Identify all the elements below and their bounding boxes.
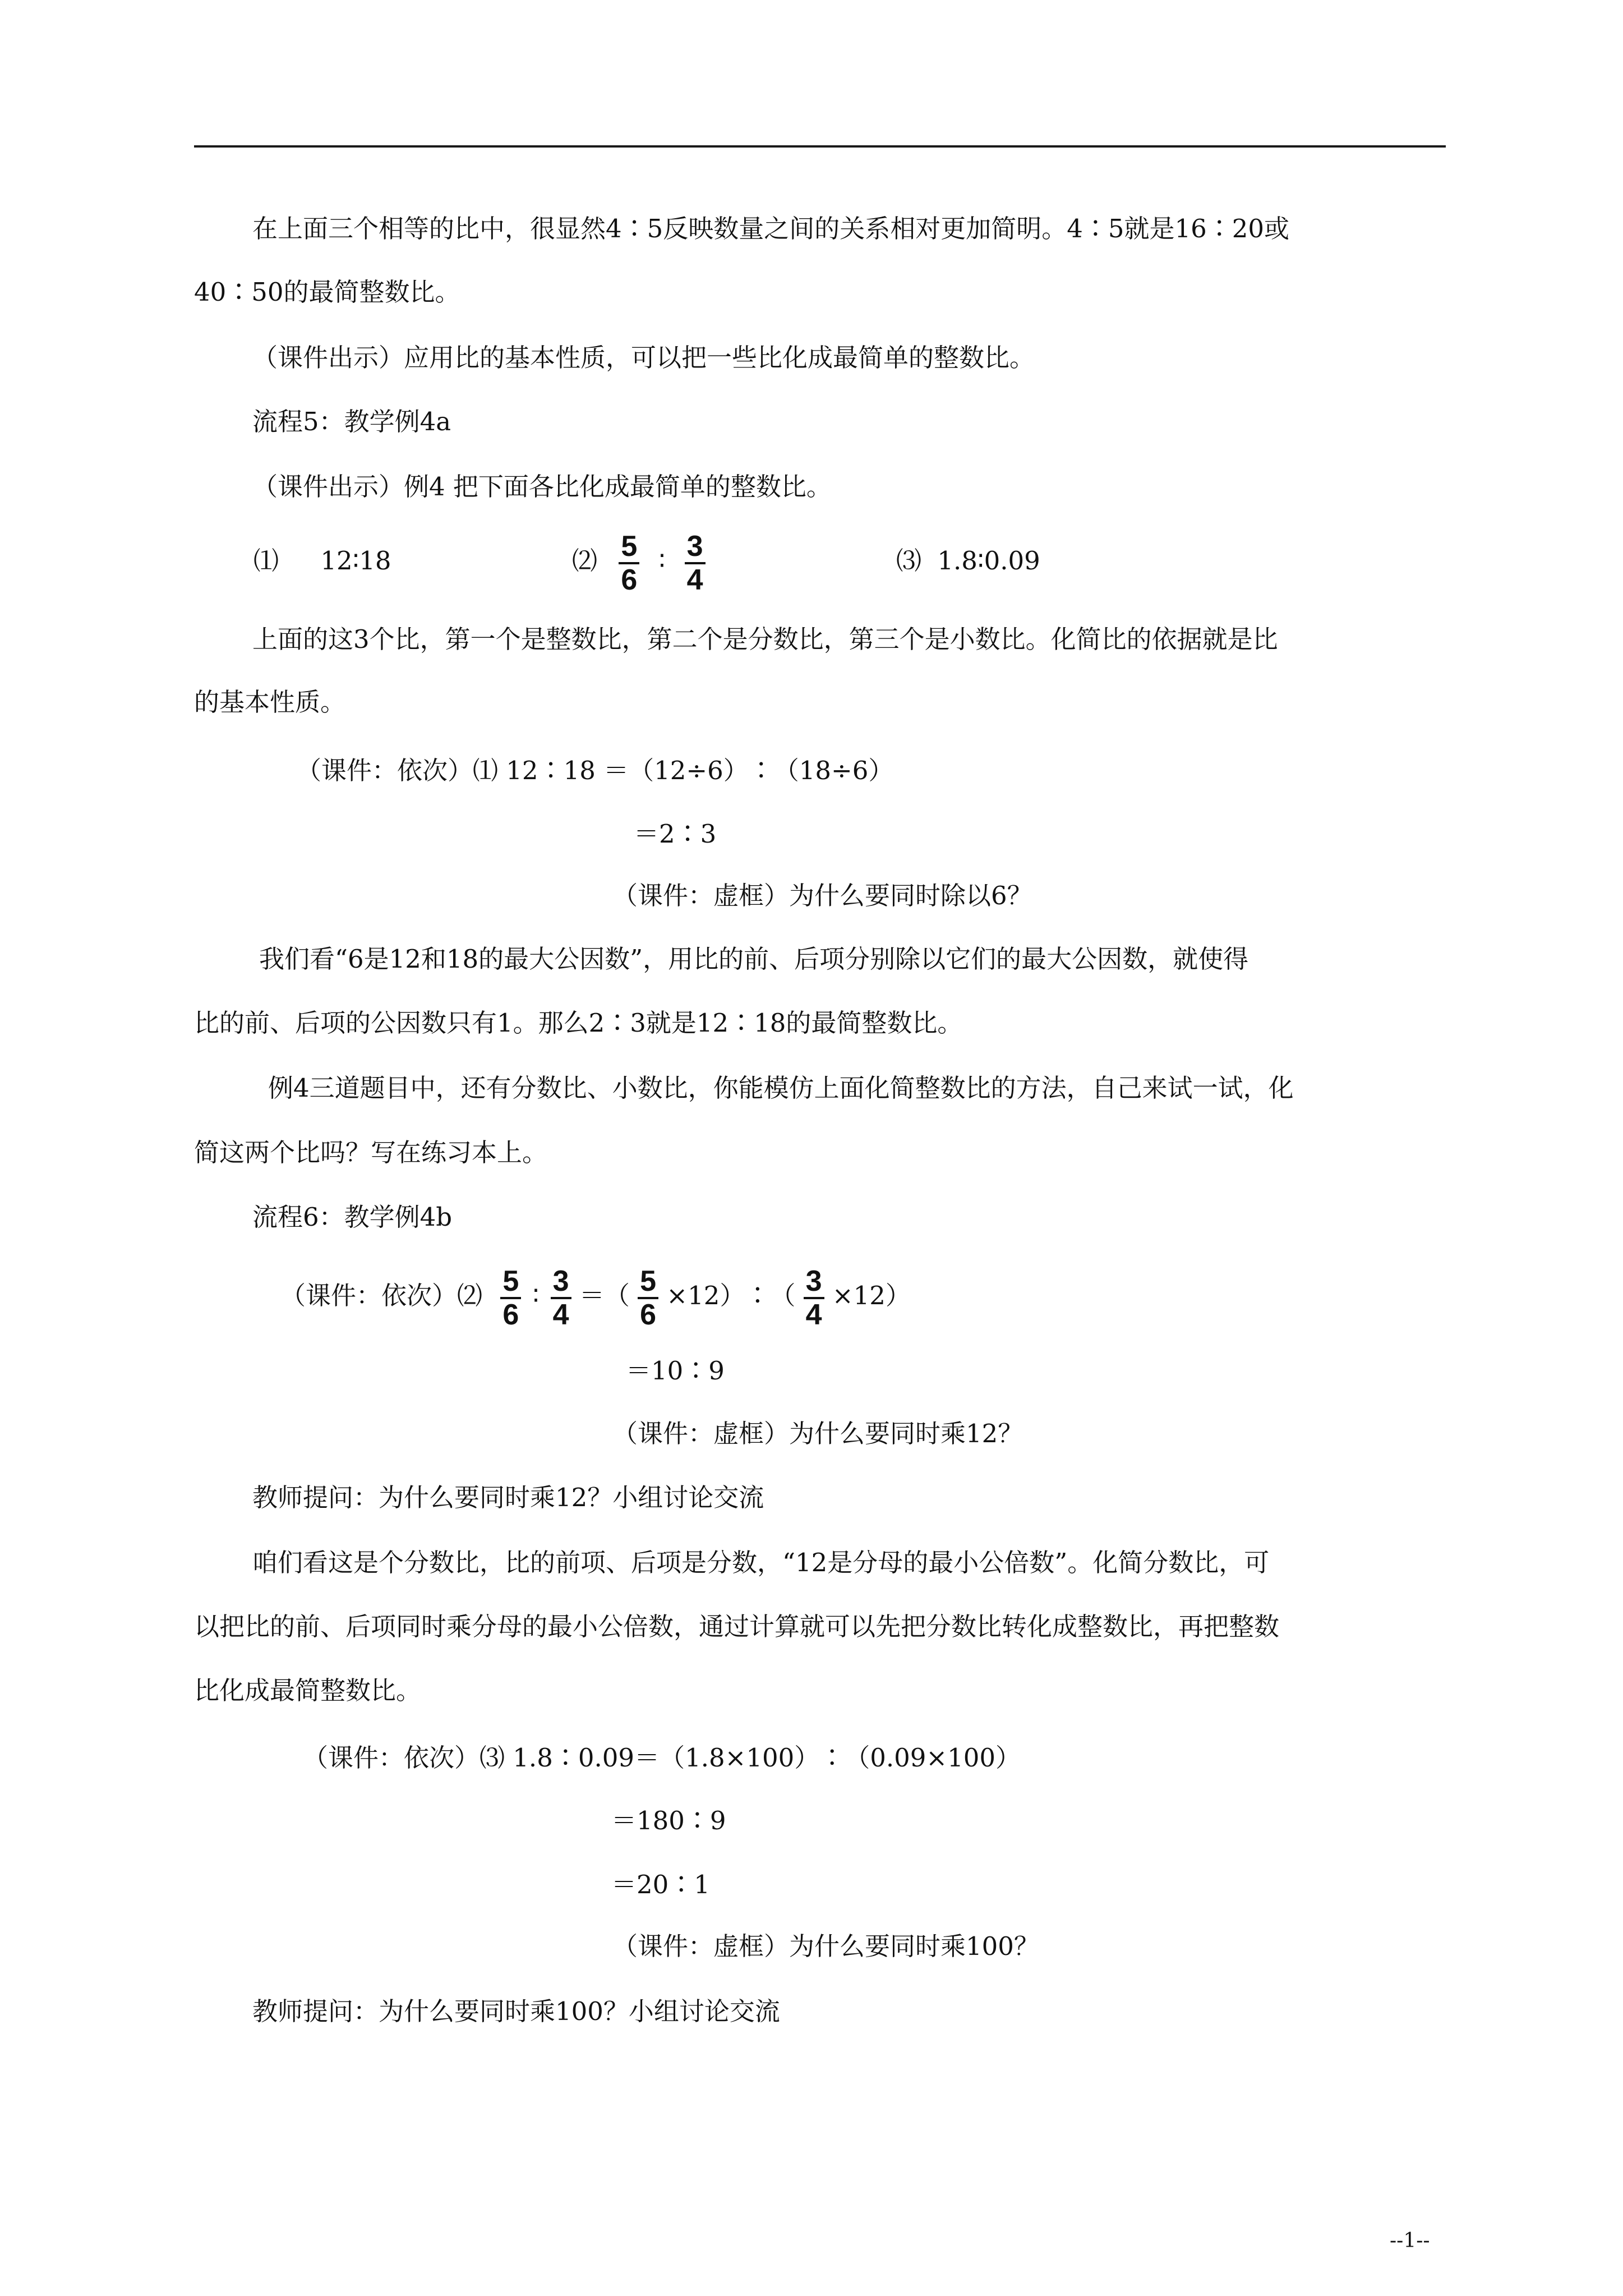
equation-line: ＝10∶9	[626, 1356, 725, 1386]
section-heading: 流程5：教学例4a	[252, 407, 451, 436]
section-heading: 流程6：教学例4b	[252, 1202, 453, 1232]
equation-line: ＝180∶9	[611, 1806, 726, 1835]
paragraph-line: 比的前、后项的公因数只有1。那么2∶3就是12∶18的最简整数比。	[194, 1008, 963, 1038]
dashed-box-note: （课件：虚框）为什么要同时除以6？	[612, 881, 1032, 910]
paragraph-line: 例4三道题目中，还有分数比、小数比，你能模仿上面化简整数比的方法，自己来试一试，化	[268, 1073, 1294, 1103]
paragraph-line: 的基本性质。	[194, 687, 346, 717]
fraction: $\frac{3}{4}$	[551, 1266, 571, 1331]
header-rule	[194, 145, 1446, 148]
example-item-2: ⑵ $\frac{5}{6}$ ∶ $\frac{3}{4}$	[572, 522, 706, 600]
fraction: $\frac{5}{6}$	[500, 1266, 521, 1331]
ratio-expression: 12∶18	[320, 546, 391, 576]
paragraph-line: 上面的这3个比，第一个是整数比，第二个是分数比，第三个是小数比。化简比的依据就是比	[252, 624, 1278, 654]
fraction: $\frac{5}{6}$	[638, 1266, 658, 1331]
dashed-box-note: （课件：虚框）为什么要同时乘12？	[612, 1419, 1023, 1448]
equation-line: （课件：依次）⑴ 12∶18 ＝（12÷6）∶（18÷6）	[296, 756, 894, 785]
paragraph-line: 以把比的前、后项同时乘分母的最小公倍数，通过计算就可以先把分数比转化成整数比，再把整数	[194, 1612, 1280, 1641]
item-marker: ⑶	[896, 546, 922, 576]
equation-line: ＝2∶3	[634, 819, 717, 849]
paragraph-line: （课件出示）例4 把下面各比化成最简单的整数比。	[252, 472, 832, 501]
paragraph-line: （课件出示）应用比的基本性质，可以把一些比化成最简单的整数比。	[252, 343, 1035, 372]
fraction: $\frac{5}{6}$	[619, 531, 639, 596]
paragraph-line: 教师提问：为什么要同时乘100？小组讨论交流	[252, 1996, 780, 2026]
paragraph-line: 比化成最简整数比。	[194, 1676, 422, 1705]
equation-line: （课件：依次）⑶ 1.8∶0.09＝（1.8×100）∶（0.09×100）	[303, 1743, 1021, 1773]
item-marker: ⑵	[572, 546, 598, 576]
fraction: $\frac{3}{4}$	[685, 531, 706, 596]
dashed-box-note: （课件：虚框）为什么要同时乘100？	[612, 1931, 1039, 1961]
paragraph-line: 我们看“6是12和18的最大公因数”，用比的前、后项分别除以它们的最大公因数，就使得	[259, 944, 1249, 974]
paragraph-line: 在上面三个相等的比中，很显然4∶5反映数量之间的关系相对更加简明。4∶5就是16∶20或	[252, 214, 1290, 243]
item-marker: ⑴	[253, 546, 279, 576]
page-number: --1--	[1390, 2229, 1430, 2252]
paragraph-line: 40∶50的最简整数比。	[194, 277, 460, 307]
paragraph-line: 咱们看这是个分数比，比的前项、后项是分数，“12是分母的最小公倍数”。化简分数比，可	[252, 1548, 1270, 1577]
example-item-3	[896, 544, 1040, 578]
ratio-expression: 1.8∶0.09	[937, 546, 1040, 576]
fraction-equation: （课件：依次）⑵ $\frac{5}{6}$ ∶ $\frac{3}{4}$ ＝（ $\frac{5}{6}$ ×12）∶（ $\frac{3}{4}$ ×12）	[280, 1264, 911, 1331]
fraction: $\frac{3}{4}$	[804, 1266, 824, 1331]
paragraph-line: 教师提问：为什么要同时乘12？小组讨论交流	[252, 1483, 764, 1512]
paragraph-line: 简这两个比吗？写在练习本上。	[194, 1138, 548, 1167]
example-item-1	[253, 544, 391, 578]
equation-line: ＝20∶1	[611, 1870, 710, 1899]
